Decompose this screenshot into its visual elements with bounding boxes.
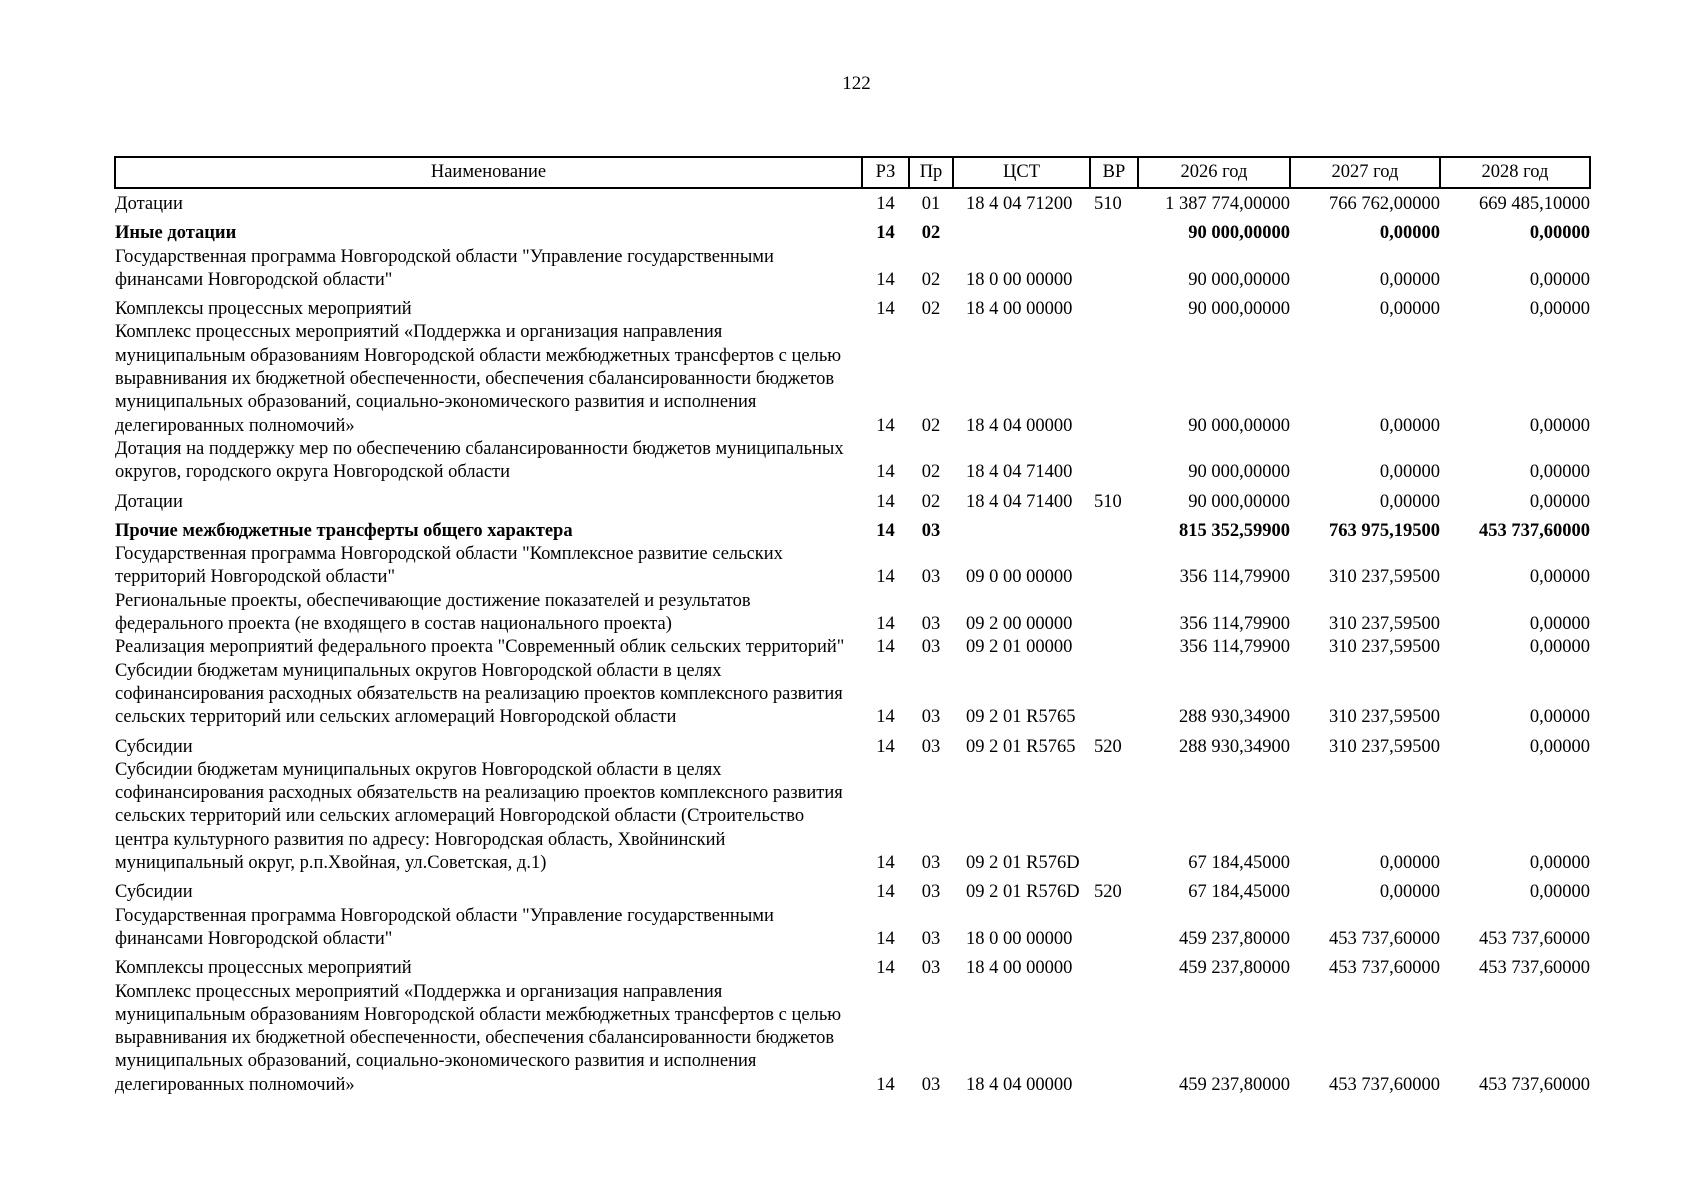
row-vr: [1090, 981, 1138, 1097]
row-2028: 0,00000: [1529, 462, 1590, 483]
row-pr: 02: [921, 269, 941, 290]
row-2026: 288 930,34900: [1179, 707, 1290, 728]
row-2027: 0,00000: [1379, 269, 1440, 290]
row-2027: 310 237,59500: [1329, 736, 1440, 757]
row-2026: 288 930,34900: [1179, 736, 1290, 757]
row-vr: [1090, 660, 1138, 730]
row-rz: 14: [876, 520, 895, 541]
table-row: [115, 216, 1590, 245]
row-pr: 03: [921, 637, 941, 658]
row-name: Субсидии бюджетам муниципальных округов Новгородской области в целях софинансирования расходных обязательств на реализацию проектов комплексного развития сельских территорий или сельских агломераций Новгородской области (Строительство центра культурного развития по адресу: Новгородская область, Хвойнинский муниципальный округ, р.п.Хвойная, ул.Советская, д.1): [115, 759, 843, 874]
row-pr: 02: [921, 491, 941, 512]
row-pr: 03: [921, 736, 941, 757]
table-row: [115, 636, 1590, 659]
header-cst: ЦСТ: [953, 157, 1090, 188]
row-cst: 18 4 00 00000: [966, 299, 1073, 320]
table-row: [115, 246, 1590, 293]
row-pr: 03: [921, 614, 941, 635]
row-cst: 18 4 04 00000: [966, 415, 1073, 436]
row-vr: [1090, 514, 1138, 543]
row-pr: 03: [921, 567, 941, 588]
row-2028: 0,00000: [1529, 415, 1590, 436]
row-rz: 14: [876, 853, 895, 874]
row-cst: 18 4 04 00000: [966, 1074, 1073, 1095]
row-cst: [953, 216, 1090, 245]
row-cst: 18 4 04 71400: [966, 462, 1073, 483]
row-2028: 0,00000: [1529, 614, 1590, 635]
table-row: [115, 438, 1590, 485]
row-2026: 67 184,45000: [1188, 882, 1290, 903]
row-2026: 1 387 774,00000: [1165, 194, 1290, 214]
row-2028: 0,00000: [1529, 736, 1590, 757]
row-vr: 520: [1094, 736, 1122, 757]
row-cst: 18 4 00 00000: [966, 958, 1073, 979]
row-cst: 09 2 01 00000: [966, 637, 1073, 658]
row-name: Дотации: [115, 491, 183, 512]
row-2027: 310 237,59500: [1329, 614, 1440, 635]
row-2028: 453 737,60000: [1479, 520, 1590, 541]
row-rz: 14: [876, 928, 895, 949]
row-2028: 453 737,60000: [1479, 958, 1590, 979]
table-row: [115, 759, 1590, 875]
row-2027: 0,00000: [1379, 882, 1440, 903]
header-year-2026: 2026 год: [1138, 157, 1290, 188]
row-name: Комплекс процессных мероприятий «Поддержка и организация направления муниципальным образованиям Новгородской области межбюджетных трансфертов с целью выравнивания их бюджетной обеспеченности, обеспечения сбалансированности бюджетов муниципальных образований, социально-экономического развития и исполнения делегированных полномочий»: [115, 981, 842, 1095]
row-cst: 09 2 00 00000: [966, 614, 1073, 635]
row-vr: [1090, 216, 1138, 245]
header-year-2028: 2028 год: [1440, 157, 1590, 188]
budget-table: [114, 156, 1591, 1097]
row-2027: 0,00000: [1379, 462, 1440, 483]
row-2026: 67 184,45000: [1188, 853, 1290, 874]
row-pr: 01: [921, 194, 941, 214]
row-rz: 14: [876, 415, 895, 436]
header-year-2027: 2027 год: [1290, 157, 1440, 188]
row-vr: 510: [1094, 194, 1122, 214]
row-2026: 90 000,00000: [1188, 462, 1290, 483]
row-2028: 0,00000: [1529, 299, 1590, 320]
row-2028: 0,00000: [1529, 491, 1590, 512]
row-pr: 03: [921, 853, 941, 874]
table-row: [115, 514, 1590, 543]
row-cst: 18 4 04 71200: [966, 194, 1073, 214]
row-cst: 18 4 04 71400: [966, 491, 1073, 512]
row-cst: 09 2 01 R576D: [966, 882, 1080, 903]
row-name: Реализация мероприятий федерального проекта "Современный облик сельских территорий": [115, 637, 845, 658]
row-pr: 03: [921, 707, 941, 728]
row-2027: 0,00000: [1379, 299, 1440, 320]
page-number: 122: [842, 73, 871, 94]
row-2028: 0,00000: [1529, 269, 1590, 290]
row-2026: 459 237,80000: [1179, 958, 1290, 979]
row-rz: 14: [876, 462, 895, 483]
row-rz: 14: [876, 637, 895, 658]
row-vr: [1090, 321, 1138, 437]
row-2026: 356 114,79900: [1179, 614, 1290, 635]
row-rz: 14: [876, 223, 895, 244]
table-row: [115, 485, 1590, 514]
row-name: Региональные проекты, обеспечивающие достижение показателей и результатов федерального проекта (не входящего в состав национального проекта): [115, 590, 751, 635]
row-pr: 03: [921, 958, 941, 979]
row-2028: 453 737,60000: [1479, 928, 1590, 949]
budget-table-container: [114, 156, 1589, 1097]
row-2027: 453 737,60000: [1329, 958, 1440, 979]
row-rz: 14: [876, 299, 895, 320]
row-rz: 14: [876, 707, 895, 728]
row-2027: 453 737,60000: [1329, 1074, 1440, 1095]
row-2026: 356 114,79900: [1179, 637, 1290, 658]
row-2028: 0,00000: [1529, 567, 1590, 588]
row-name: Прочие межбюджетные трансферты общего характера: [115, 520, 573, 541]
row-rz: 14: [876, 491, 895, 512]
row-name: Комплексы процессных мероприятий: [115, 958, 412, 979]
table-row: [115, 951, 1590, 980]
row-name: Государственная программа Новгородской области "Управление государственными финансами Новгородской области": [115, 246, 774, 290]
table-row: [115, 660, 1590, 730]
row-name: Дотации: [115, 194, 183, 214]
row-2026: 459 237,80000: [1179, 928, 1290, 949]
row-2026: 90 000,00000: [1188, 299, 1290, 320]
row-cst: 09 2 01 R5765: [966, 736, 1076, 757]
row-2026: 90 000,00000: [1188, 269, 1290, 290]
row-pr: 03: [921, 1074, 941, 1095]
row-name: Государственная программа Новгородской области "Управление государственными финансами Новгородской области": [115, 905, 774, 949]
row-vr: [1090, 590, 1138, 637]
row-vr: [1090, 246, 1138, 293]
row-2028: 453 737,60000: [1479, 1074, 1590, 1095]
row-pr: 02: [921, 223, 941, 244]
table-row: [115, 292, 1590, 321]
row-vr: [1090, 905, 1138, 952]
row-name: Дотация на поддержку мер по обеспечению сбалансированности бюджетов муниципальных округов, городского округа Новгородской области: [115, 438, 844, 483]
row-pr: 03: [921, 928, 941, 949]
row-rz: 14: [876, 958, 895, 979]
row-2027: 310 237,59500: [1329, 567, 1440, 588]
row-2028: 0,00000: [1529, 882, 1590, 903]
row-pr: 02: [921, 462, 941, 483]
header-vr: ВР: [1090, 157, 1138, 188]
row-2027: 0,00000: [1379, 415, 1440, 436]
row-rz: 14: [876, 1074, 895, 1095]
row-vr: [1090, 759, 1138, 875]
row-cst: 09 2 01 R576D: [966, 853, 1080, 874]
row-cst: 09 0 00 00000: [966, 567, 1073, 588]
row-2026: 90 000,00000: [1188, 491, 1290, 512]
row-2027: 0,00000: [1379, 223, 1440, 244]
table-row: [115, 188, 1590, 216]
row-rz: 14: [876, 882, 895, 903]
row-vr: [1090, 543, 1138, 590]
table-row: [115, 981, 1590, 1097]
row-2026: 90 000,00000: [1188, 415, 1290, 436]
row-vr: 510: [1094, 491, 1122, 512]
row-cst: 09 2 01 R5765: [966, 707, 1076, 728]
row-vr: [1090, 951, 1138, 980]
row-name: Государственная программа Новгородской области "Комплексное развитие сельских территорий Новгородской области": [115, 544, 783, 588]
row-vr: [1090, 438, 1138, 485]
row-name: Субсидии: [115, 882, 193, 903]
row-pr: 03: [921, 520, 941, 541]
row-2027: 0,00000: [1379, 491, 1440, 512]
row-2027: 763 975,19500: [1329, 520, 1440, 541]
row-name: Субсидии бюджетам муниципальных округов Новгородской области в целях софинансирования расходных обязательств на реализацию проектов комплексного развития сельских территорий или сельских агломераций Новгородской области: [115, 660, 843, 728]
row-name: Комплекс процессных мероприятий «Поддержка и организация направления муниципальным образованиям Новгородской области межбюджетных трансфертов с целью выравнивания их бюджетной обеспеченности, обеспечения сбалансированности бюджетов муниципальных образований, социально-экономического развития и исполнения делегированных полномочий»: [115, 322, 842, 436]
row-name: Субсидии: [115, 736, 193, 757]
header-rz: РЗ: [862, 157, 909, 188]
row-name: Комплексы процессных мероприятий: [115, 299, 412, 320]
row-2026: 356 114,79900: [1179, 567, 1290, 588]
row-name: Иные дотации: [115, 223, 237, 244]
row-2027: 453 737,60000: [1329, 928, 1440, 949]
header-pr: Пр: [909, 157, 953, 188]
row-vr: [1090, 636, 1138, 659]
table-header-row: [115, 157, 1590, 188]
row-rz: 14: [876, 736, 895, 757]
row-rz: 14: [876, 269, 895, 290]
table-row: [115, 590, 1590, 637]
row-2028: 0,00000: [1529, 853, 1590, 874]
table-row: [115, 875, 1590, 904]
row-pr: 02: [921, 415, 941, 436]
row-2028: 0,00000: [1529, 223, 1590, 244]
row-cst: 18 0 00 00000: [966, 269, 1073, 290]
row-pr: 03: [921, 882, 941, 903]
row-pr: 02: [921, 299, 941, 320]
row-2026: 815 352,59900: [1179, 520, 1290, 541]
row-rz: 14: [876, 614, 895, 635]
row-vr: [1090, 292, 1138, 321]
row-cst: [953, 514, 1090, 543]
row-rz: 14: [876, 567, 895, 588]
row-2026: 459 237,80000: [1179, 1074, 1290, 1095]
row-2028: 0,00000: [1529, 707, 1590, 728]
row-2028: 669 485,10000: [1479, 194, 1590, 214]
row-2028: 0,00000: [1529, 637, 1590, 658]
table-row: [115, 543, 1590, 590]
table-row: [115, 730, 1590, 759]
row-2027: 0,00000: [1379, 853, 1440, 874]
row-cst: 18 0 00 00000: [966, 928, 1073, 949]
row-2027: 310 237,59500: [1329, 637, 1440, 658]
table-row: [115, 905, 1590, 952]
row-rz: 14: [876, 194, 895, 214]
row-2026: 90 000,00000: [1188, 223, 1290, 244]
table-body: [115, 188, 1590, 1097]
row-2027: 766 762,00000: [1329, 194, 1440, 214]
row-2027: 310 237,59500: [1329, 707, 1440, 728]
header-name: Наименование: [115, 157, 862, 188]
table-row: [115, 321, 1590, 437]
row-vr: 520: [1094, 882, 1122, 903]
